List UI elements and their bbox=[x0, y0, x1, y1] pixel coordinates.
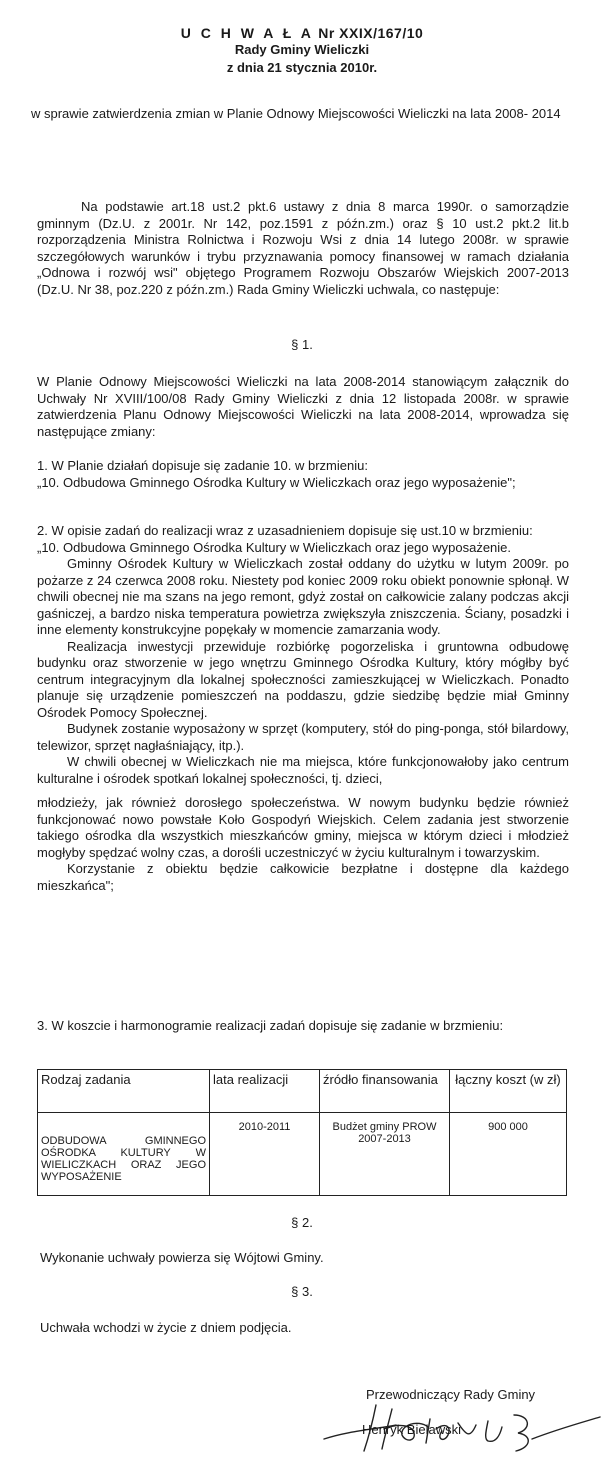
section-2-heading: § 2. bbox=[291, 1215, 313, 1230]
item-1-line-1: 1. W Planie działań dopisuje się zadanie 10. w brzmieniu: bbox=[37, 458, 368, 473]
section-2-text: Wykonanie uchwały powierza się Wójtowi Gminy. bbox=[40, 1250, 324, 1265]
section-1-intro-text: W Planie Odnowy Miejscowości Wieliczki na lata 2008-2014 stanowiącym załącznik do Uchwały Nr XVIII/100/08 Rady Gminy Wieliczki z dnia 12 listopada 2008r. w sprawie zatwierdzenia Planu Odnowy Miejscowości Wieliczki na lata 2008-2014, wprowadza się następujące zmiany: bbox=[37, 374, 569, 439]
item-3-text: 3. W koszcie i harmonogramie realizacji zadań dopisuje się zadanie w brzmieniu: bbox=[37, 1018, 504, 1033]
resolution-number: Nr XXIX/167/10 bbox=[318, 25, 424, 41]
document-title bbox=[0, 25, 604, 41]
cost-schedule-table bbox=[37, 1069, 567, 1196]
preamble-text: Na podstawie art.18 ust.2 pkt.6 ustawy z dnia 8 marca 1990r. o samorządzie gminnym (Dz.U. z 2001r. Nr 142, poz.1591 z późn.zm.) oraz § 10 ust.2 pkt.2 lit.b rozporządzenia Ministra Rolnictwa i Rozwoju Wsi z dnia 14 lutego 2008r. w sprawie szczegółowych warunków i trybu przyznawania pomocy finansowej w ramach działania „Odnowa i rozwój wsi" objętego Programem Rozwoju Obszarów Wiejskich 2007-2013 (Dz.U. Nr 38, poz.220 z późn.zm.) Rada Gminy Wieliczki uchwala, co następuje: bbox=[37, 199, 569, 297]
cell-funding-source: Budżet gminy PROW 2007-2013 bbox=[320, 1113, 450, 1196]
item-2-paragraph-4: W chwili obecnej w Wieliczkach nie ma miejsca, które funkcjonowałoby jako centrum kulturalne i ośrodek spotkań lokalnej społeczności, tj. dzieci, bbox=[37, 754, 569, 786]
header-task-type: Rodzaj zadania bbox=[38, 1070, 210, 1113]
item-2-paragraph-6: Korzystanie z obiektu będzie całkowicie bezpłatne i dostępne dla każdego mieszkańca"; bbox=[37, 861, 569, 893]
section-3-heading: § 3. bbox=[291, 1284, 313, 1299]
cell-years: 2010-2011 bbox=[210, 1113, 320, 1196]
header-total-cost: łączny koszt (w zł) bbox=[450, 1070, 567, 1113]
resolution-date: z dnia 21 stycznia 2010r. bbox=[226, 60, 378, 75]
table-header-row bbox=[38, 1070, 567, 1113]
item-2-line-2: „10. Odbudowa Gminnego Ośrodka Kultury w Wieliczkach oraz jego wyposażenie. bbox=[37, 539, 512, 555]
item-2-paragraph-3: Budynek zostanie wyposażony w sprzęt (komputery, stół do ping-ponga, stół bilardowy, telewizor, sprzęt nagłaśniający, itp.). bbox=[37, 721, 569, 753]
section-1-item-2 bbox=[37, 523, 569, 787]
council-name: Rady Gminy Wieliczki bbox=[234, 42, 370, 57]
header-years: lata realizacji bbox=[210, 1070, 320, 1113]
cell-total-cost: 900 000 bbox=[450, 1113, 567, 1196]
resolution-subject: w sprawie zatwierdzenia zmian w Planie Odnowy Miejscowości Wieliczki na lata 2008- 2014 bbox=[31, 106, 561, 121]
section-1-item-2-continued bbox=[37, 795, 569, 894]
signatory-name: Henryk Bielawski bbox=[362, 1422, 461, 1437]
preamble bbox=[37, 199, 569, 298]
cell-task-type: ODBUDOWA GMINNEGO OŚRODKA KULTURY W WIELICZKACH ORAZ JEGO WYPOSAŻENIE bbox=[38, 1113, 210, 1196]
signatory-role: Przewodniczący Rady Gminy bbox=[366, 1387, 536, 1402]
handwritten-signature bbox=[318, 1395, 604, 1455]
item-2-paragraph-5: młodzieży, jak również dorosłego społeczeństwa. W nowym budynku będzie również funkcjonować nowo powstałe Koło Gospodyń Wiejskich. Celem zadania jest stworzenie takiego ośrodka dla wszystkich mieszkańców gminy, miejsca w którym dzieci i młodzież mogłyby spędzać wolny czas, a dorośli uczestniczyć w życiu kulturalnym i towarzyskim. bbox=[37, 795, 569, 860]
section-1-item-3 bbox=[37, 1018, 569, 1035]
section-3-text: Uchwała wchodzi w życie z dniem podjęcia. bbox=[40, 1320, 292, 1335]
section-1-item-1 bbox=[37, 458, 569, 491]
title-prefix: U C H W A Ł A bbox=[180, 25, 314, 41]
item-1-line-2: „10. Odbudowa Gminnego Ośrodka Kultury w Wieliczkach oraz jego wyposażenie"; bbox=[37, 474, 516, 490]
item-2-line-1: 2. W opisie zadań do realizacji wraz z uzasadnieniem dopisuje się ust.10 w brzmieniu: bbox=[37, 523, 533, 538]
item-2-paragraph-1: Gminny Ośrodek Kultury w Wieliczkach został oddany do użytku w lutym 2009r. po pożarze z 24 czerwca 2008 roku. Niestety pod koniec 2009 roku obiekt ponownie spłonął. W chwili obecnej nie ma szans na jego remont, gdyż został on całkowicie zalany podczas akcji gaśniczej, a bardzo niska temperatura powietrza zwiększyła zniszczenia. Ściany, posadzki i inne elementy konstrukcyjne popękały w momencie zamarzania wody. bbox=[37, 556, 569, 637]
header-funding-source: źródło finansowania bbox=[320, 1070, 450, 1113]
section-1-heading: § 1. bbox=[291, 337, 313, 352]
section-1-intro bbox=[37, 374, 569, 440]
item-2-paragraph-2: Realizacja inwestycji przewiduje rozbiórkę pogorzeliska i gruntowna odbudowę budynku oraz stworzenie w jego wnętrzu Gminnego Ośrodka Kultury, który mógłby być centrum integracyjnym dla lokalnej społeczności zamieszkującej w Wieliczkach. Ponadto planuje się urządzenie pomieszczeń na poddaszu, gdzie siedzibę będzie miał Gminny Ośrodek Pomocy Społecznej. bbox=[37, 638, 569, 720]
table-row bbox=[38, 1113, 567, 1196]
